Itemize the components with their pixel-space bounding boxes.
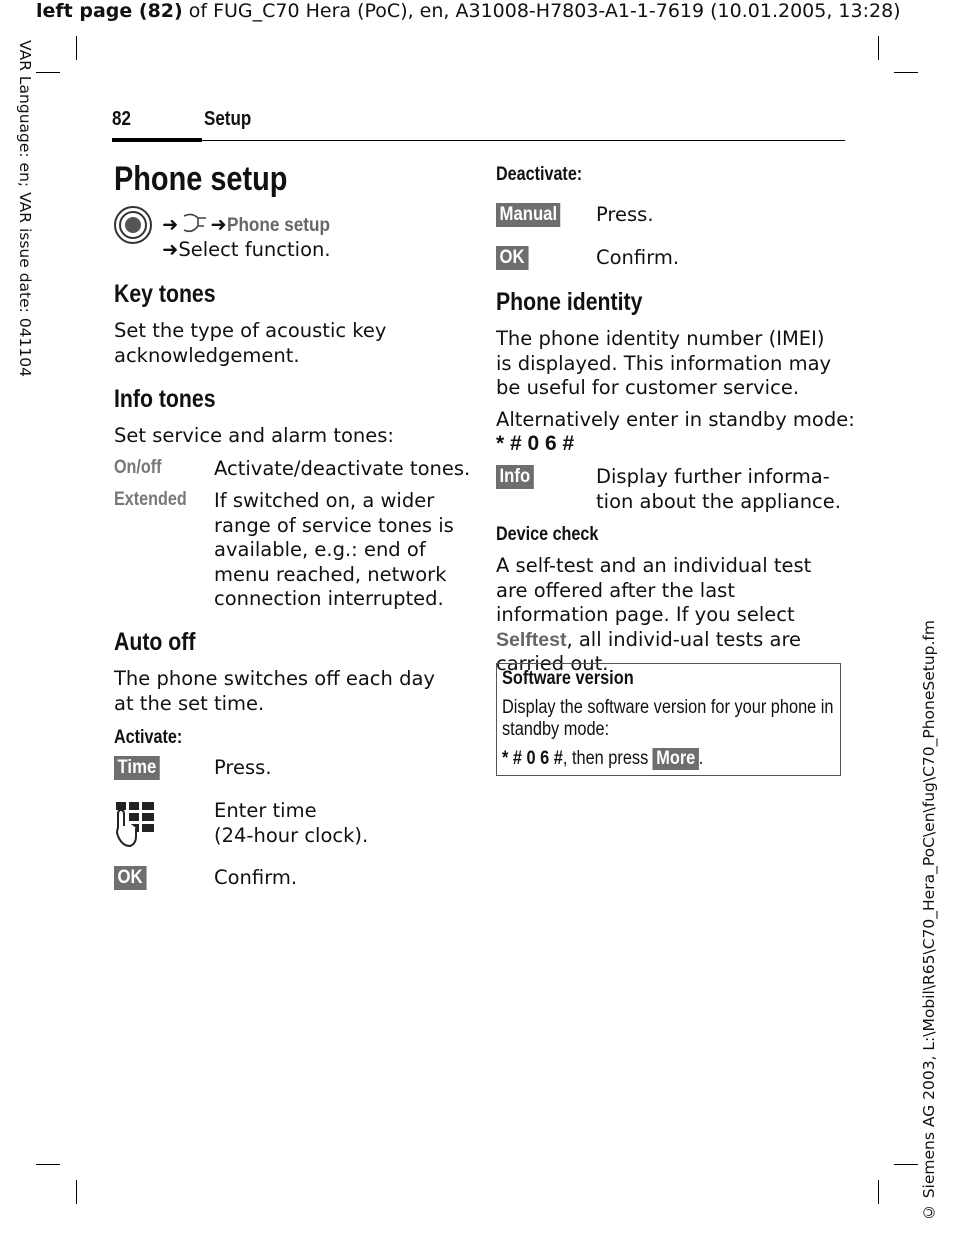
software-version-end: . (698, 748, 704, 769)
software-version-code: * # 0 6 # (502, 748, 563, 769)
crop-mark (894, 72, 918, 73)
software-version-box (496, 663, 841, 776)
step-enter-time-desc (214, 799, 368, 848)
term-extended: Extended (114, 489, 187, 510)
crop-mark (76, 36, 77, 60)
nav-instruction: Select function. (178, 238, 331, 261)
heading-device-check: Device check (496, 524, 599, 545)
info-tones-body: Set service and alarm tones: (114, 424, 394, 447)
heading-phone-identity: Phone identity (496, 288, 643, 316)
crop-mark (76, 1180, 77, 1204)
nav-line-2 (162, 238, 331, 263)
print-header (36, 0, 901, 22)
step-ok-desc: Confirm. (214, 866, 298, 889)
software-version-body: Display the software version for your phone in standby mode: (502, 697, 834, 740)
side-note-right: © Siemens AG 2003, L:\Mobil\R65\C70_Hera_PoC\en\fug\C70_PhoneSetup.fm (920, 620, 938, 1222)
softkey-ok-label: OK (114, 866, 146, 890)
heading-auto-off: Auto off (114, 628, 196, 656)
softkey-ok-2-label: OK (496, 246, 528, 270)
imei-code: * # 0 6 # (496, 432, 575, 455)
softkey-time (114, 756, 166, 780)
phone-identity-body: The phone identity number (IMEI) is displayed. This information may be useful for customer service. (496, 327, 832, 399)
step-time-desc: Press. (214, 756, 272, 779)
softkey-manual-label: Manual (496, 203, 561, 227)
software-version-then: , then press (562, 748, 653, 769)
desc-on-off: Activate/deactivate tones. (214, 457, 471, 480)
softkey-time-label: Time (114, 756, 160, 780)
phone-identity-alt: Alternatively enter in standby mode: (496, 408, 855, 431)
page-number: 82 (112, 108, 131, 130)
selftest-label: Selftest (496, 628, 567, 651)
device-check-body-pre: A self-test and an individual test are offered after the last information page. If you select (496, 554, 812, 626)
page-title: Phone setup (114, 160, 288, 198)
softkey-more: More (653, 748, 699, 770)
heading-info-tones: Info tones (114, 385, 216, 413)
menu-item-phone-setup: Phone setup (226, 214, 330, 236)
activate-label: Activate: (114, 727, 183, 748)
step-info-line2: tion about the appliance. (596, 489, 841, 513)
step-ok-2-desc: Confirm. (596, 246, 680, 269)
crop-mark (36, 72, 60, 73)
step-info-line1: Display further informa- (596, 465, 830, 488)
header-rule (112, 140, 845, 141)
softkey-info (496, 465, 539, 489)
softkey-ok-2 (496, 246, 533, 270)
keypad-icon (114, 802, 156, 848)
software-version-code-line (502, 748, 703, 770)
arrow-icon: ➜ (162, 238, 179, 261)
desc-extended: If switched on, a wider range of service tones is available, e.g.: end of menu reached, network connection interrupted. (214, 489, 454, 610)
auto-off-body: The phone switches off each day at the set time. (114, 667, 435, 715)
softkey-manual (496, 203, 569, 227)
step-info-desc (596, 465, 841, 514)
device-check-body (496, 554, 842, 677)
settings-menu-icon (178, 212, 210, 234)
device-check-body-post: , all individ-ual tests are carried out. (496, 627, 802, 675)
nav-key-icon (113, 205, 153, 245)
crop-mark (36, 1164, 60, 1165)
software-version-heading: Software version (502, 668, 634, 689)
print-header-bold: left page (82) (36, 0, 183, 22)
term-on-off: On/off (114, 457, 162, 478)
arrow-icon: ➜ (162, 213, 179, 236)
crop-mark (878, 36, 879, 60)
step-manual-desc: Press. (596, 203, 654, 226)
section-title: Setup (204, 108, 252, 130)
arrow-icon: ➜ (210, 213, 227, 236)
heading-key-tones: Key tones (114, 280, 216, 308)
softkey-ok (114, 866, 151, 890)
step-enter-time-line1: Enter time (214, 799, 317, 822)
crop-mark (878, 1180, 879, 1204)
side-note-left: VAR Language: en; VAR issue date: 041104 (16, 40, 34, 377)
key-tones-body: Set the type of acoustic key acknowledgement. (114, 319, 387, 367)
nav-path (162, 212, 344, 238)
deactivate-label: Deactivate: (496, 164, 583, 185)
print-header-rest: of FUG_C70 Hera (PoC), en, A31008-H7803-A1-1-7619 (10.01.2005, 13:28) (182, 0, 901, 22)
crop-mark (894, 1164, 918, 1165)
softkey-info-label: Info (496, 465, 534, 489)
step-enter-time-line2: (24-hour clock). (214, 823, 369, 847)
